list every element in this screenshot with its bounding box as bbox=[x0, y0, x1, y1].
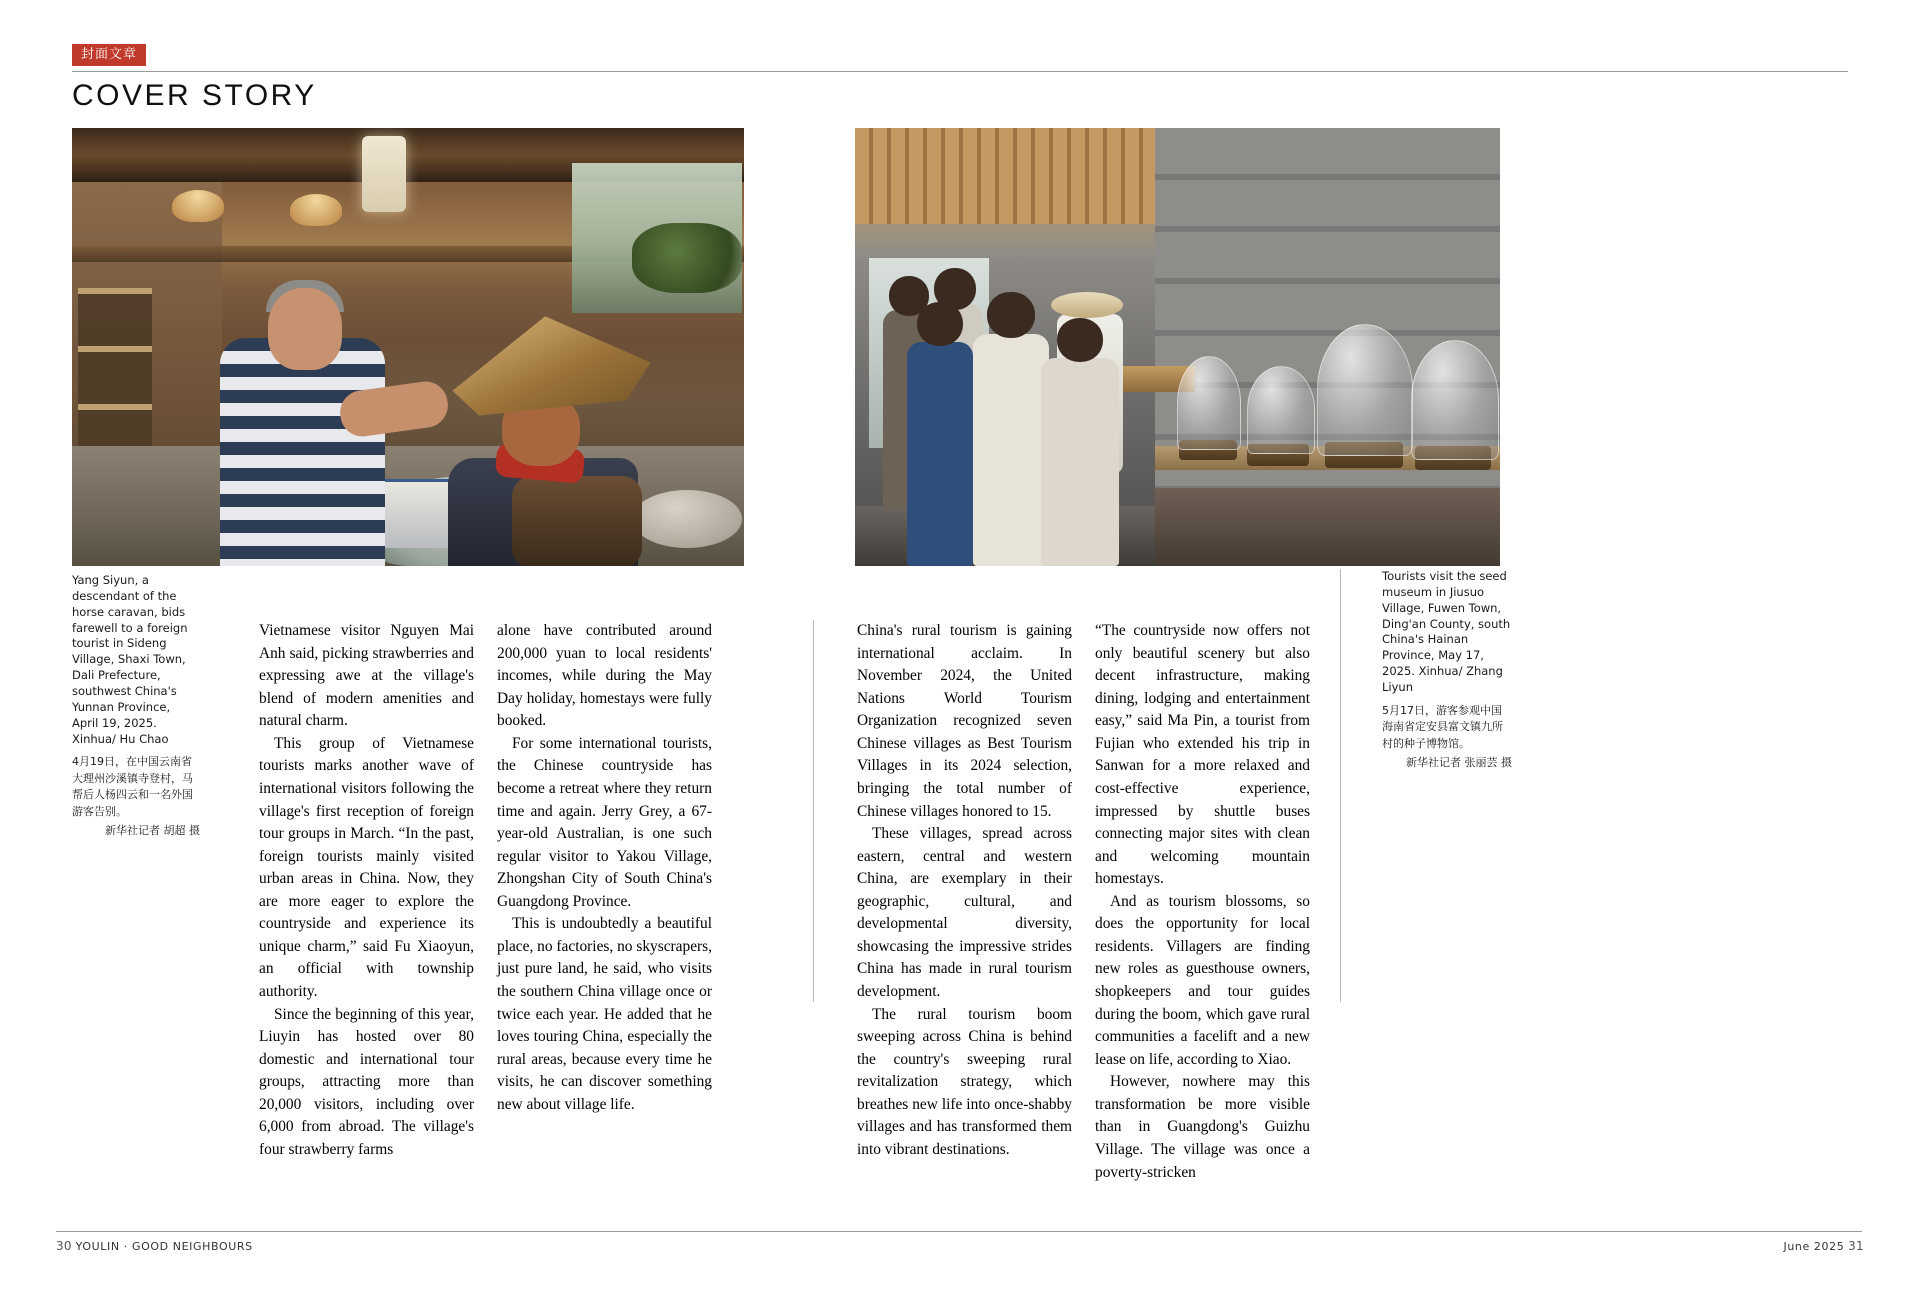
paragraph: Since the beginning of this year, Liuyin has hosted over 80 domestic and international tour groups, attracting more than 20,000 visitors, including over 6,000 from abroad. The village's four strawberry farms bbox=[259, 1005, 474, 1158]
section-tag-chinese: 封面文章 bbox=[72, 44, 146, 66]
body-column-3 bbox=[857, 620, 1072, 1162]
paragraph: alone have contributed around 200,000 yuan to local residents' incomes, while during the May Day holiday, homestays were fully booked. bbox=[497, 622, 712, 730]
caption-left bbox=[72, 573, 200, 839]
issue-date: June 2025 bbox=[1783, 1240, 1845, 1253]
paragraph: For some international tourists, the Chinese countryside has become a retreat where they return time and again. Jerry Grey, a 67-year-old Australian, is one such regular visitor to Yakou Village, Zhongshan City of South China's Guangdong Province. bbox=[497, 734, 712, 910]
body-column-4 bbox=[1095, 620, 1310, 1184]
paragraph: China's rural tourism is gaining international acclaim. In November 2024, the United Nations World Tourism Organization recognized seven Chinese villages as Best Tourism Villages in its 2024 selection, bringing the total number of Chinese villages honored to 15. bbox=[857, 622, 1072, 820]
footer-left bbox=[56, 1239, 253, 1253]
paragraph: Vietnamese visitor Nguyen Mai Anh said, picking strawberries and expressing awe at the village's blend of modern amenities and natural charm. bbox=[259, 622, 474, 730]
caption-left-credit-chinese: 新华社记者 胡超 摄 bbox=[105, 824, 200, 838]
photo-right-artwork bbox=[855, 128, 1500, 566]
footer-right bbox=[1783, 1239, 1864, 1253]
column-divider-right bbox=[1340, 569, 1341, 1002]
caption-right-english: Tourists visit the seed museum in Jiusuo Village, Fuwen Town, Ding'an County, south China's Hainan Province, May 17, 2025. Xinhua/ Zhang Liyun bbox=[1382, 569, 1511, 695]
paragraph: The rural tourism boom sweeping across China is behind the country's sweeping rural revitalization strategy, which breathes new life into once-shabby villages and has transformed them into vibrant destinations. bbox=[857, 1005, 1072, 1158]
photo-left-artwork bbox=[72, 128, 744, 566]
magazine-name: YOULIN · GOOD NEIGHBOURS bbox=[75, 1240, 253, 1253]
page-number-right: 31 bbox=[1848, 1239, 1864, 1253]
caption-left-english: Yang Siyun, a descendant of the horse caravan, bids farewell to a foreign tourist in Sideng Village, Shaxi Town, Dali Prefecture, southwest China's Yunnan Province, April 19, 2025. Xinhua/ Hu Chao bbox=[72, 573, 188, 746]
photo-sideng-village bbox=[72, 128, 744, 566]
body-column-1 bbox=[259, 620, 474, 1162]
caption-right-chinese: 5月17日，游客参观中国海南省定安县富文镇九所村的种子博物馆。 bbox=[1382, 703, 1503, 750]
column-divider-left bbox=[813, 620, 814, 1002]
caption-left-chinese: 4月19日，在中国云南省大理州沙溪镇寺登村，马帮后人杨四云和一名外国游客告别。 bbox=[72, 755, 193, 818]
page-number-left: 30 bbox=[56, 1239, 72, 1253]
paragraph: “The countryside now offers not only beautiful scenery but also decent infrastructure, making dining, lodging and entertainment easy,” said Ma Pin, a tourist from Fujian who extended his trip in Sanwan for a more relaxed and cost-effective experience, impressed by shuttle buses connecting major sites with clean and welcoming mountain homestays. bbox=[1095, 622, 1310, 888]
header-divider bbox=[72, 71, 1848, 72]
paragraph: This is undoubtedly a beautiful place, no factories, no skyscrapers, just pure land, he said, who visits the southern China village once or twice each year. He added that he loves touring China, especially the rural areas, because every time he visits, he can discover something new about village life. bbox=[497, 915, 712, 1113]
caption-right-credit-chinese: 新华社记者 张丽芸 摄 bbox=[1406, 756, 1512, 770]
paragraph: This group of Vietnamese tourists marks another wave of international visitors following the village's first reception of foreign tour groups in March. “In the past, foreign tourists mainly visited urban areas in China. Now, they are more eager to explore the countryside and experience its unique charm,” said Fu Xiaoyun, an official with township authority. bbox=[259, 734, 474, 1000]
paragraph: However, nowhere may this transformation be more visible than in Guangdong's Guizhu Village. The village was once a poverty-stricken bbox=[1095, 1073, 1310, 1181]
paragraph: And as tourism blossoms, so does the opportunity for local residents. Villagers are finding new roles as guesthouse owners, shopkeepers and tour guides during the boom, which gave rural communities a facelift and a new lease on life, according to Xiao. bbox=[1095, 892, 1310, 1068]
footer-divider bbox=[56, 1231, 1862, 1232]
body-column-2 bbox=[497, 620, 712, 1116]
caption-right bbox=[1382, 569, 1512, 771]
page-title: COVER STORY bbox=[72, 79, 317, 112]
paragraph: These villages, spread across eastern, central and western China, are exemplary in their geographic, cultural, and developmental diversity, showcasing the impressive strides China has made in rural tourism development. bbox=[857, 825, 1072, 1000]
photo-seed-museum bbox=[855, 128, 1500, 566]
page-header bbox=[72, 44, 1848, 113]
